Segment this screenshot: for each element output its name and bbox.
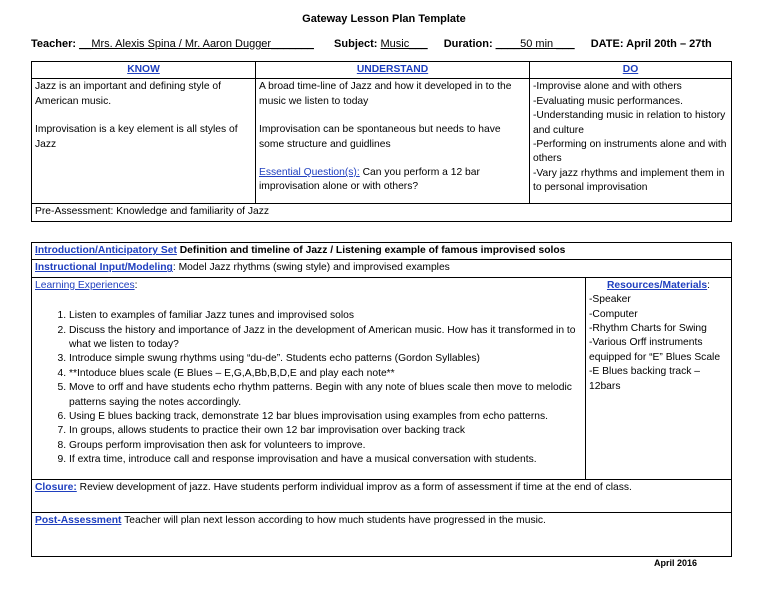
resource-item: -E Blues backing track – 12bars <box>589 366 701 392</box>
learning-item: 2. Discuss the history and importance of Jazz in the development of American music. How has it transformed in to what we listen to today? <box>69 324 582 353</box>
do-item: -Performing on instruments alone and with others <box>533 139 727 165</box>
closure-text: Review development of jazz. Have students perform individual improv as a form of assessment if time at the end of class. <box>76 481 632 493</box>
footer-date: April 2016 <box>654 558 698 568</box>
learning-colon: : <box>134 279 138 291</box>
resources-cell <box>586 277 732 479</box>
essential-question-label: Essential Question(s): <box>259 167 360 179</box>
learning-item: 4. **Intoduce blues scale (E Blues – E,G,A,Bb,B,D,E and play each note** <box>69 367 582 381</box>
intro-text: Definition and timeline of Jazz / Listening example of famous improvised solos <box>176 245 566 256</box>
closure-cell <box>32 479 732 512</box>
post-assessment-cell <box>32 512 732 556</box>
resources-colon: : <box>707 279 711 291</box>
learning-item: 1. Listen to examples of familiar Jazz tunes and improvised solos <box>69 309 582 323</box>
learning-item: 6. Using E blues backing track, demonstrate 12 bar blues improvisation using examples from echo patterns. <box>69 410 582 424</box>
understand-item: Improvisation can be spontaneous but needs to have some structure and guidlines <box>259 124 501 150</box>
post-assessment-label: Post-Assessment <box>35 514 122 526</box>
understand-item: A broad time-line of Jazz and how it developed in to the music we listen to today <box>259 81 512 107</box>
teacher-value: __Mrs. Alexis Spina / Mr. Aaron Dugger_______ <box>79 38 314 50</box>
document-title: Gateway Lesson Plan Template <box>302 13 466 25</box>
essential-question-text: Can you perform a 12 bar improvisation alone or with others? <box>259 167 480 193</box>
learning-item: 9. If extra time, introduce call and response improvisation and have a musical conversation with students. <box>69 453 582 467</box>
duration-value: ____50 min ___ <box>495 38 575 50</box>
header-line <box>31 37 731 51</box>
input-cell <box>32 260 732 277</box>
input-text: : Model Jazz rhythms (swing style) and improvised examples <box>172 262 450 274</box>
know-heading-cell <box>32 62 256 79</box>
date-label: DATE: <box>590 38 624 50</box>
intro-label: Introduction/Anticipatory Set <box>35 245 177 256</box>
learning-item: 3. Introduce simple swung rhythms using “du-de”. Students echo patterns (Gordon Syllables) <box>69 352 582 366</box>
resource-item: -Various Orff instruments equipped for “E” Blues Scale <box>589 337 721 363</box>
do-heading: DO <box>622 64 639 75</box>
do-item: -Vary jazz rhythms and implement them in to personal improvisation <box>533 167 725 194</box>
resources-label: Resources/Materials <box>606 279 708 291</box>
subject-value: Music___ <box>380 38 428 50</box>
do-item: -Evaluating music performances. <box>533 95 683 107</box>
kud-table <box>31 61 732 222</box>
closure-label: Closure: <box>35 481 77 493</box>
learning-label: Learning Experiences <box>35 279 135 291</box>
do-item: -Improvise alone and with others <box>533 81 682 93</box>
date-value: April 20th – 27th <box>626 38 712 50</box>
teacher-label: Teacher: <box>31 38 77 50</box>
do-heading-cell <box>530 62 732 79</box>
know-heading: KNOW <box>127 64 160 75</box>
know-item: Jazz is an important and defining style of American music. <box>35 81 222 107</box>
learning-list <box>35 309 582 467</box>
post-assessment-text: Teacher will plan next lesson according to how much students have progressed in the music. <box>121 514 546 526</box>
essential-question <box>259 166 526 195</box>
do-cell <box>530 79 732 204</box>
pre-assessment-cell <box>32 204 732 221</box>
plan-table <box>31 242 732 557</box>
learning-cell <box>32 277 586 479</box>
do-item: -Understanding music in relation to history and culture <box>533 110 726 136</box>
know-cell <box>32 79 256 204</box>
understand-heading-cell <box>256 62 530 79</box>
input-label: Instructional Input/Modeling <box>35 262 173 274</box>
subject-label: Subject: <box>334 38 378 50</box>
resource-item: -Computer <box>589 308 638 320</box>
learning-item: 5. Move to orff and have students echo rhythm patterns. Begin with any note of blues scale then move to melodic patterns saying the notes accordingly. <box>69 381 582 410</box>
learning-item: 8. Groups perform improvisation then ask for volunteers to improve. <box>69 439 582 453</box>
resource-item: -Rhythm Charts for Swing <box>589 323 707 335</box>
understand-cell <box>256 79 530 204</box>
duration-label: Duration: <box>443 38 493 50</box>
understand-heading: UNDERSTAND <box>356 64 429 75</box>
learning-item: 7. In groups, allows students to practice their own 12 bar improvisation over backing track <box>69 424 582 438</box>
know-item: Improvisation is a key element is all styles of Jazz <box>35 124 238 150</box>
resources-heading <box>589 279 728 293</box>
pre-assessment: Pre-Assessment: Knowledge and familiarity of Jazz <box>35 206 270 218</box>
intro-cell <box>32 243 732 260</box>
resource-item: -Speaker <box>589 294 631 306</box>
